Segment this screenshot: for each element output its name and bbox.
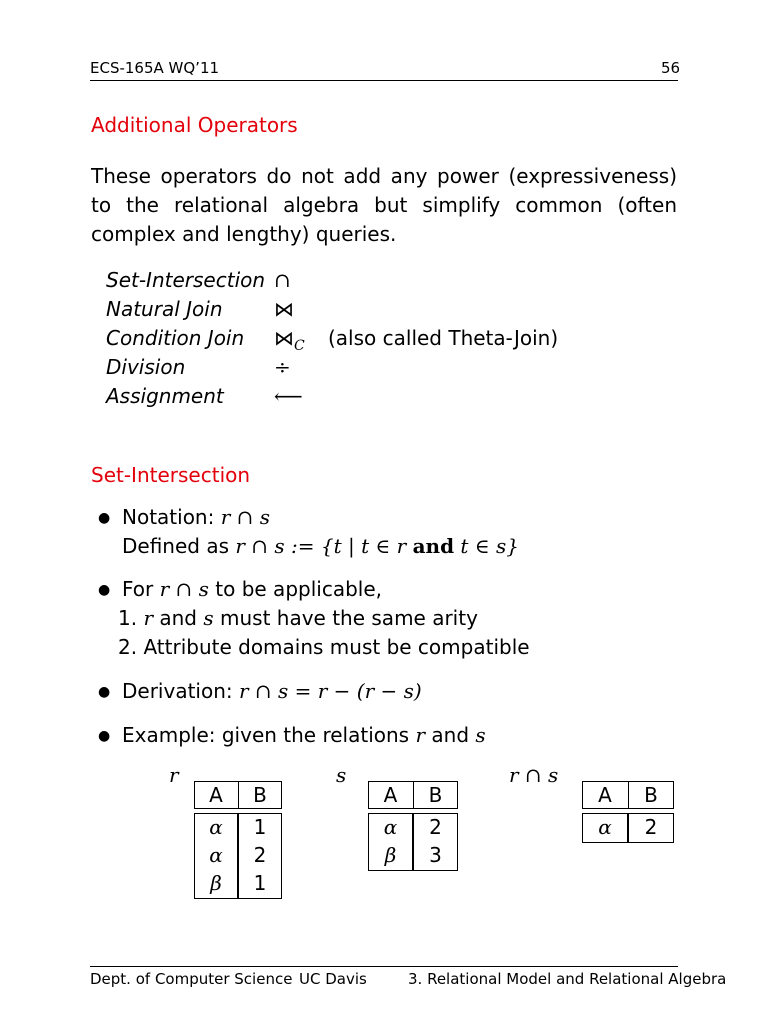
- table-header: A: [209, 783, 223, 807]
- natural-join-symbol: ⋈: [274, 297, 294, 321]
- definition-line: [122, 534, 519, 558]
- table-cell: 2: [429, 815, 442, 839]
- condition-s: s: [203, 606, 214, 630]
- relation-r-label: r: [169, 763, 179, 787]
- table-cell: 2: [644, 815, 658, 839]
- table-cell: α: [209, 815, 223, 839]
- notation-line: [122, 505, 270, 529]
- table-cell: 2: [253, 843, 267, 867]
- table-cell: α: [383, 815, 398, 839]
- table-cell: 1: [253, 815, 267, 839]
- applicability-line: [122, 577, 382, 601]
- footer-rule: [90, 966, 678, 967]
- example-line: [122, 723, 486, 747]
- table-cell: 1: [253, 871, 267, 895]
- condition-number: 1.: [118, 606, 138, 630]
- table-header: A: [598, 783, 612, 807]
- operator-name: Set-Intersection: [106, 268, 266, 292]
- applicability-suffix: to be applicable,: [215, 577, 382, 601]
- example-and: and: [431, 723, 470, 747]
- condition-text: Attribute domains must be compatible: [143, 635, 530, 659]
- notation-expression: r ∩ s: [220, 505, 270, 529]
- example-r: r: [415, 723, 426, 747]
- bullet-icon: ●: [98, 510, 111, 526]
- derivation-line: [122, 679, 422, 703]
- table-cell: α: [598, 815, 612, 839]
- applicability-prefix: For: [122, 577, 154, 601]
- bullet-icon: ●: [98, 684, 111, 700]
- table-cell: α: [209, 843, 223, 867]
- join-subscript: C: [294, 338, 305, 354]
- table-header: A: [383, 783, 398, 807]
- definition-and-keyword: and: [412, 534, 455, 558]
- operator-name: Assignment: [106, 384, 224, 408]
- relation-intersection-label: r ∩ s: [509, 763, 559, 787]
- division-symbol: ÷: [274, 355, 291, 379]
- header-rule: [90, 80, 678, 81]
- intersection-symbol: ∩: [274, 268, 291, 292]
- relation-s-label: s: [336, 763, 347, 787]
- footer-department: Dept. of Computer Science: [90, 970, 293, 988]
- example-label: Example: given the relations: [122, 723, 410, 747]
- relation-s-table: [368, 781, 458, 871]
- definition-label: Defined as: [122, 534, 230, 558]
- relation-intersection-table: [582, 781, 674, 843]
- condition-item-arity: [118, 606, 478, 630]
- table-header: B: [428, 783, 443, 807]
- condition-item-domains: [118, 635, 530, 659]
- condition-join-symbol: [274, 326, 305, 354]
- relation-r-table: [194, 781, 282, 899]
- condition-text: must have the same arity: [220, 606, 478, 630]
- header-page-number: 56: [661, 59, 681, 77]
- footer-chapter: 3. Relational Model and Relational Algebra: [408, 970, 727, 988]
- join-glyph: ⋈: [274, 326, 294, 350]
- operator-name: Natural Join: [106, 297, 223, 321]
- bullet-icon: ●: [98, 728, 111, 744]
- condition-number: 2.: [118, 635, 138, 659]
- assignment-arrow-symbol: ⟵: [274, 384, 303, 408]
- table-cell: β: [384, 843, 397, 867]
- applicability-expression: r ∩ s: [159, 577, 209, 601]
- derivation-expression: r ∩ s = r − (r − s): [238, 679, 422, 703]
- operator-name: Division: [106, 355, 186, 379]
- table-header: B: [253, 783, 267, 807]
- table-cell: β: [210, 871, 222, 895]
- definition-expression-part1: r ∩ s := {t | t ∈ r: [235, 534, 407, 558]
- condition-and: and: [159, 606, 198, 630]
- notation-label: Notation:: [122, 505, 215, 529]
- derivation-label: Derivation:: [122, 679, 233, 703]
- operator-name: Condition Join: [106, 326, 245, 350]
- condition-r: r: [143, 606, 154, 630]
- footer-university: UC Davis: [299, 970, 367, 988]
- condition-join-note: (also called Theta-Join): [328, 326, 559, 350]
- section-title-set-intersection: Set-Intersection: [91, 463, 251, 487]
- intro-paragraph: These operators do not add any power (expressiveness) to the relational algebra but simplify common (often complex and lengthy) queries.: [91, 164, 677, 246]
- example-s: s: [475, 723, 486, 747]
- section-title-additional-operators: Additional Operators: [91, 113, 298, 137]
- bullet-icon: ●: [98, 582, 111, 598]
- definition-expression-part2: t ∈ s}: [460, 534, 519, 558]
- header-course: ECS-165A WQ’11: [90, 59, 220, 77]
- table-cell: 3: [429, 843, 442, 867]
- table-header: B: [644, 783, 658, 807]
